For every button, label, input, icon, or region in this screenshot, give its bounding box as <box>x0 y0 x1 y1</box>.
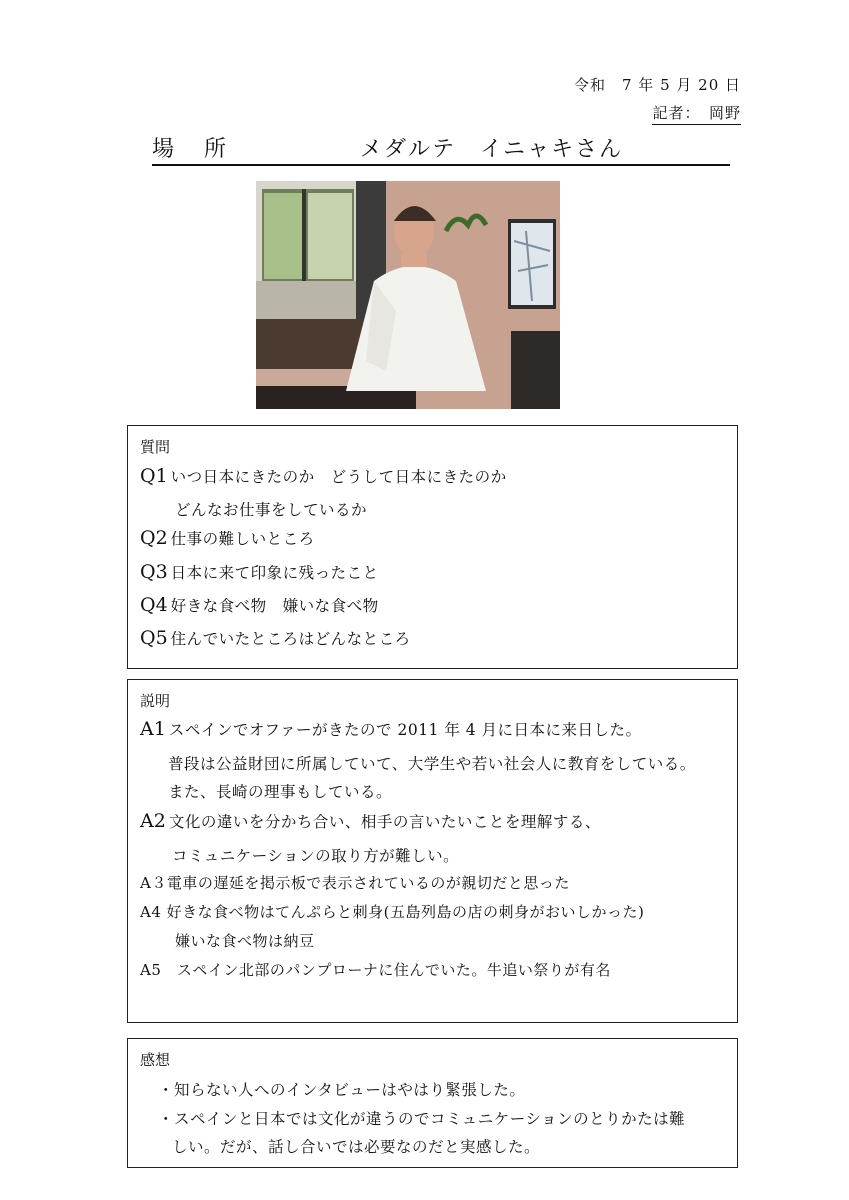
impression-line-3: しい。だが、話し合いでは必要なのだと実感した。 <box>172 1138 541 1156</box>
answer-3: A３電車の遅延を掲示板で表示されているのが親切だと思った <box>140 874 570 892</box>
title-row <box>152 132 730 166</box>
impressions-heading: 感想 <box>140 1051 171 1069</box>
questions-heading: 質問 <box>140 438 171 456</box>
answer-4: A4 好きな食べ物はてんぷらと刺身(五島列島の店の刺身がおいしかった) <box>140 903 645 921</box>
answer-5: A5 スペイン北部のパンプローナに住んでいた。牛追い祭りが有名 <box>140 961 611 979</box>
place-label: 場所 <box>152 137 257 162</box>
question-3: Q3 日本に来て印象に残ったこと <box>140 561 379 583</box>
date: 令和 7 年 5 月 20 日 <box>573 76 741 94</box>
question-1-cont: どんなお仕事をしているか <box>175 501 368 519</box>
questions-box <box>127 425 738 669</box>
interview-photo <box>256 181 560 409</box>
answers-box <box>127 679 738 1023</box>
interviewee-name: メダルテ イニャキさん <box>360 137 624 162</box>
impressions-box <box>127 1038 738 1168</box>
question-4: Q4 好きな食べ物 嫌いな食べ物 <box>140 594 379 616</box>
answer-2: A2 文化の違いを分かち合い、相手の言いたいことを理解する、 <box>140 810 601 832</box>
answer-1: A1 スペインでオファーがきたので 2011 年 4 月に日本に来日した。 <box>140 718 642 740</box>
answer-1-cont-2: また、長崎の理事もしている。 <box>168 783 393 801</box>
answer-2-cont: コミュニケーションの取り方が難しい。 <box>172 847 460 865</box>
answers-heading: 説明 <box>140 692 171 710</box>
answer-4-cont: 嫌いな食べ物は納豆 <box>175 932 315 950</box>
impression-line-2: ・スペインと日本では文化が違うのでコミュニケーションのとりかたは難 <box>158 1110 686 1128</box>
reporter: 記者： 岡野 <box>652 102 741 125</box>
answer-1-cont-1: 普段は公益財団に所属していて、大学生や若い社会人に教育をしている。 <box>168 755 696 773</box>
question-5: Q5 住んでいたところはどんなところ <box>140 627 411 649</box>
photo-illustration <box>256 181 560 409</box>
question-1: Q1 いつ日本にきたのか どうして日本にきたのか <box>140 465 507 487</box>
question-2: Q2 仕事の難しいところ <box>140 527 315 549</box>
impression-line-1: ・知らない人へのインタビューはやはり緊張した。 <box>158 1081 526 1099</box>
